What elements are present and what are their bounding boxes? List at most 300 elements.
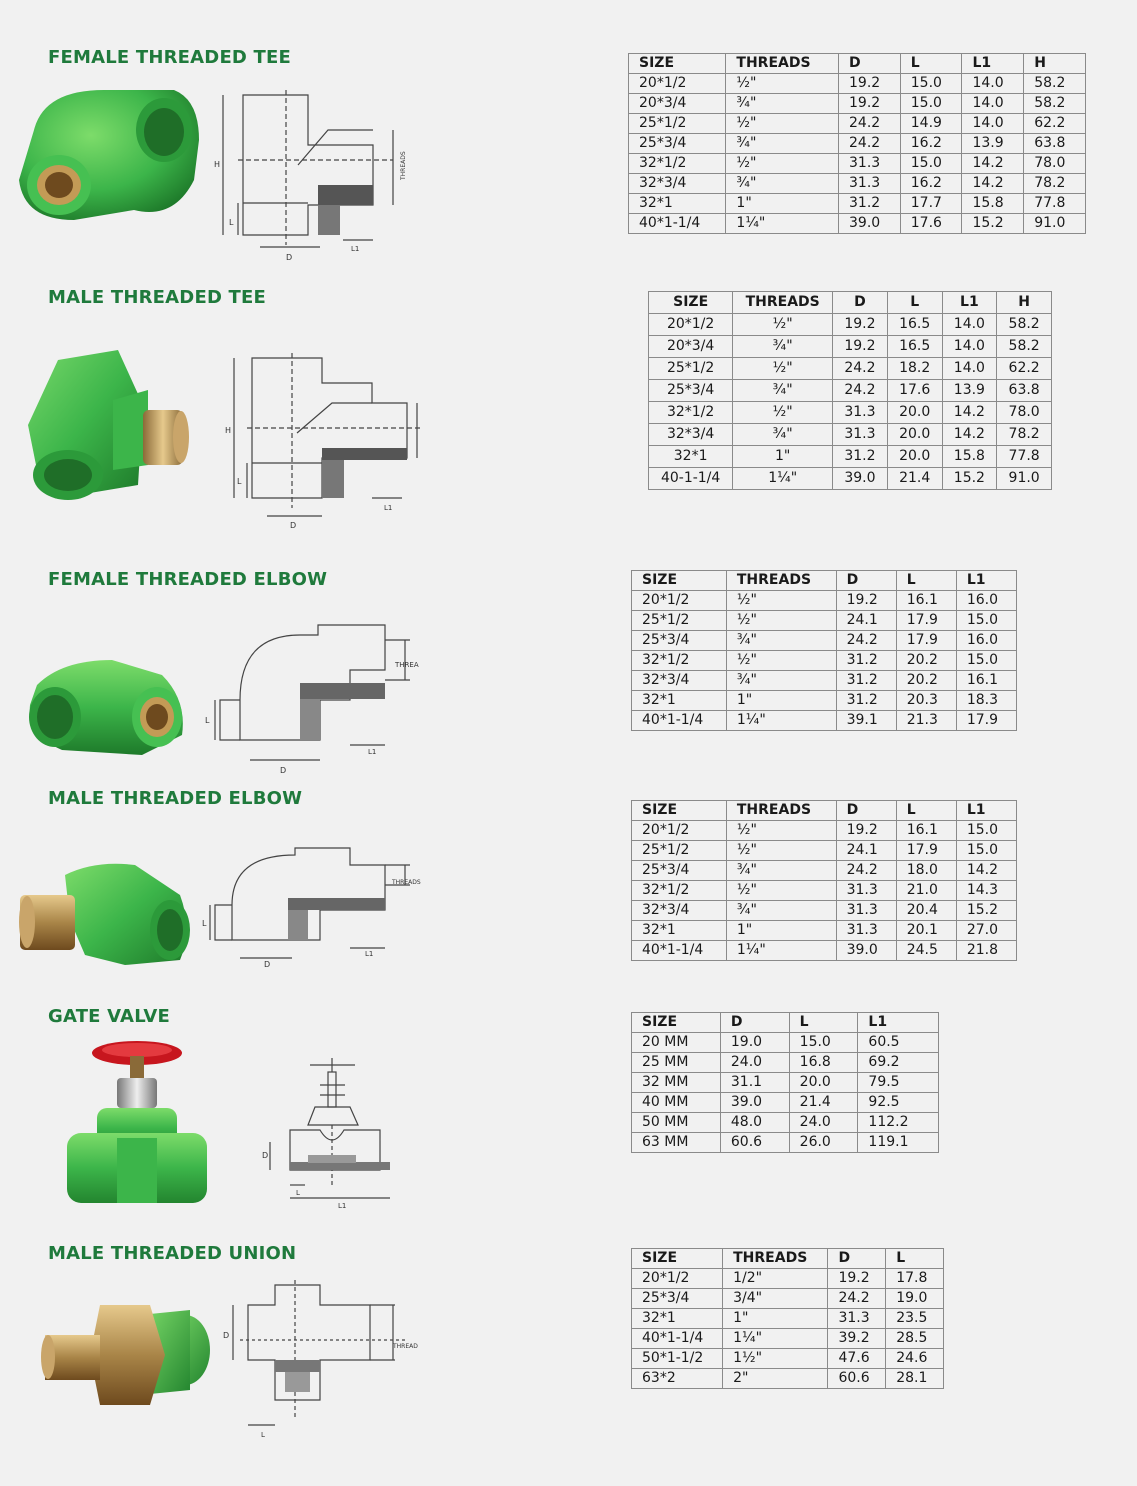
table-row <box>649 446 1052 468</box>
table-cell: 78.0 <box>1024 154 1086 174</box>
table-cell: 14.2 <box>956 861 1016 881</box>
table-cell: 20*3/4 <box>649 336 733 358</box>
col-header: THREADS <box>726 571 836 591</box>
table-cell: 63.8 <box>1024 134 1086 154</box>
col-header: L1 <box>956 571 1016 591</box>
table-cell: 25*3/4 <box>632 1289 723 1309</box>
table-cell: 1" <box>726 921 836 941</box>
table-cell: 14.2 <box>962 154 1024 174</box>
table-cell: 24.2 <box>836 861 896 881</box>
table-cell: 20.2 <box>896 651 956 671</box>
table-cell: 31.3 <box>828 1309 886 1329</box>
table-cell: 31.1 <box>720 1073 789 1093</box>
table-cell: 50 MM <box>632 1113 721 1133</box>
table-cell: 16.8 <box>789 1053 858 1073</box>
table-cell: 39.0 <box>833 468 888 490</box>
table-cell: 58.2 <box>1024 94 1086 114</box>
table-cell: 15.0 <box>956 651 1016 671</box>
table-row <box>649 314 1052 336</box>
table-row <box>632 691 1017 711</box>
table-cell: 32*1 <box>649 446 733 468</box>
table-cell: 25*3/4 <box>629 134 726 154</box>
table-cell: 31.2 <box>839 194 901 214</box>
table-cell: 60.5 <box>858 1033 939 1053</box>
table-cell: 20.2 <box>896 671 956 691</box>
male-threaded-union-drawing <box>215 1280 430 1440</box>
table-cell: 17.9 <box>896 611 956 631</box>
table-row <box>632 1033 939 1053</box>
table-cell: 3/4" <box>723 1289 828 1309</box>
table-cell: 14.2 <box>942 424 997 446</box>
table-header-row <box>632 1013 939 1033</box>
table-cell: 63.8 <box>997 380 1052 402</box>
table-cell: 27.0 <box>956 921 1016 941</box>
table-cell: 40*1-1/4 <box>632 711 727 731</box>
table-row <box>632 901 1017 921</box>
table-cell: 39.0 <box>836 941 896 961</box>
col-header: H <box>1024 54 1086 74</box>
table-row <box>632 1269 944 1289</box>
table-row <box>649 424 1052 446</box>
table-header-row <box>649 292 1052 314</box>
table-cell: 32*3/4 <box>629 174 726 194</box>
table-cell: ¾" <box>733 424 833 446</box>
female-threaded-tee-table <box>628 53 1086 234</box>
table-cell: 20.3 <box>896 691 956 711</box>
dim-h-label: H <box>225 426 232 435</box>
table-cell: 14.0 <box>942 336 997 358</box>
table-row <box>629 174 1086 194</box>
table-row <box>632 1093 939 1113</box>
table-cell: 18.2 <box>887 358 942 380</box>
table-cell: 15.0 <box>900 74 962 94</box>
table-cell: 14.0 <box>962 74 1024 94</box>
table-cell: 69.2 <box>858 1053 939 1073</box>
table-row <box>632 1073 939 1093</box>
table-row <box>629 114 1086 134</box>
table-cell: 19.2 <box>833 314 888 336</box>
table-cell: 25*3/4 <box>632 631 727 651</box>
table-row <box>632 1369 944 1389</box>
table-cell: 32*1/2 <box>632 651 727 671</box>
table-cell: 1¼" <box>726 214 839 234</box>
table-cell: 24.2 <box>836 631 896 651</box>
table-cell: 40 MM <box>632 1093 721 1113</box>
dim-l-label: L <box>237 477 242 486</box>
table-row <box>632 651 1017 671</box>
table-cell: ¾" <box>726 174 839 194</box>
col-header: THREADS <box>726 54 839 74</box>
dim-l1-label: L1 <box>384 504 393 512</box>
dim-l-label: L <box>202 919 207 928</box>
table-cell: 31.3 <box>833 402 888 424</box>
table-row <box>629 214 1086 234</box>
table-cell: 31.3 <box>836 881 896 901</box>
table-cell: 25*3/4 <box>632 861 727 881</box>
table-cell: 25 MM <box>632 1053 721 1073</box>
table-cell: 31.3 <box>836 921 896 941</box>
table-cell: 24.2 <box>833 380 888 402</box>
table-cell: 15.0 <box>900 154 962 174</box>
table-cell: 19.2 <box>828 1269 886 1289</box>
table-row <box>649 468 1052 490</box>
table-cell: 14.0 <box>942 314 997 336</box>
table-row <box>629 194 1086 214</box>
table-cell: 19.0 <box>886 1289 944 1309</box>
dim-d-label: D <box>264 960 271 969</box>
table-row <box>632 841 1017 861</box>
table-cell: 40-1-1/4 <box>649 468 733 490</box>
dim-d-label: D <box>290 521 297 530</box>
gate-valve-table <box>631 1012 939 1153</box>
table-cell: 15.0 <box>956 611 1016 631</box>
table-cell: 17.9 <box>896 841 956 861</box>
table-cell: 15.0 <box>900 94 962 114</box>
female-threaded-elbow-photo <box>22 655 192 760</box>
table-cell: ½" <box>726 591 836 611</box>
table-cell: 1" <box>723 1309 828 1329</box>
table-cell: 39.1 <box>836 711 896 731</box>
table-row <box>629 94 1086 114</box>
section-title-male-threaded-elbow: MALE THREADED ELBOW <box>48 788 303 809</box>
table-cell: 39.0 <box>720 1093 789 1113</box>
table-row <box>649 336 1052 358</box>
table-row <box>632 631 1017 651</box>
table-cell: 17.7 <box>900 194 962 214</box>
col-header: D <box>839 54 901 74</box>
male-threaded-tee-table <box>648 291 1052 490</box>
table-cell: ¾" <box>726 671 836 691</box>
table-cell: 15.2 <box>942 468 997 490</box>
dim-d-label: D <box>262 1151 269 1160</box>
table-cell: 24.0 <box>789 1113 858 1133</box>
table-body <box>632 1269 944 1389</box>
table-cell: 21.3 <box>896 711 956 731</box>
table-cell: 32*3/4 <box>649 424 733 446</box>
table-cell: 60.6 <box>828 1369 886 1389</box>
table-cell: 15.0 <box>789 1033 858 1053</box>
table-cell: 17.6 <box>900 214 962 234</box>
table-cell: 39.0 <box>839 214 901 234</box>
table-header-row <box>632 571 1017 591</box>
table-row <box>632 1053 939 1073</box>
table-cell: 24.1 <box>836 841 896 861</box>
table-cell: 19.2 <box>839 94 901 114</box>
col-header: SIZE <box>629 54 726 74</box>
dim-h-label: H <box>214 160 221 169</box>
dim-l1-label: L1 <box>351 245 360 253</box>
table-cell: 32*1 <box>632 1309 723 1329</box>
table-cell: 32*3/4 <box>632 901 727 921</box>
col-header: THREADS <box>733 292 833 314</box>
table-cell: ¾" <box>733 336 833 358</box>
dim-l1-label: L1 <box>338 1202 347 1210</box>
dim-l1-label: L1 <box>368 748 377 756</box>
table-cell: 32*1/2 <box>649 402 733 424</box>
table-cell: 19.2 <box>833 336 888 358</box>
table-cell: 78.0 <box>997 402 1052 424</box>
table-cell: 24.2 <box>828 1289 886 1309</box>
table-cell: 21.8 <box>956 941 1016 961</box>
table-cell: ½" <box>733 314 833 336</box>
table-body <box>632 1033 939 1153</box>
table-cell: 24.5 <box>896 941 956 961</box>
table-cell: 19.2 <box>836 821 896 841</box>
table-cell: 21.4 <box>887 468 942 490</box>
table-row <box>632 941 1017 961</box>
table-cell: 91.0 <box>1024 214 1086 234</box>
table-cell: 58.2 <box>997 336 1052 358</box>
table-cell: 16.2 <box>900 174 962 194</box>
table-header-row <box>632 801 1017 821</box>
table-cell: 60.6 <box>720 1133 789 1153</box>
table-cell: 32*1 <box>629 194 726 214</box>
table-cell: 31.3 <box>833 424 888 446</box>
table-cell: ½" <box>726 611 836 631</box>
table-cell: 20.0 <box>887 402 942 424</box>
col-header: D <box>836 571 896 591</box>
dim-threads-label: THREA <box>395 661 419 669</box>
table-body <box>649 314 1052 490</box>
female-threaded-tee-photo <box>14 70 204 230</box>
table-row <box>632 821 1017 841</box>
table-cell: 16.5 <box>887 314 942 336</box>
table-cell: 16.5 <box>887 336 942 358</box>
table-cell: 1¼" <box>726 711 836 731</box>
table-cell: ½" <box>726 114 839 134</box>
table-cell: 1" <box>733 446 833 468</box>
table-cell: 16.0 <box>956 631 1016 651</box>
col-header: L1 <box>956 801 1016 821</box>
table-cell: 119.1 <box>858 1133 939 1153</box>
table-cell: 25*3/4 <box>649 380 733 402</box>
table-cell: 1/2" <box>723 1269 828 1289</box>
table-row <box>632 1309 944 1329</box>
dim-d-label: D <box>280 766 287 775</box>
table-cell: 20.4 <box>896 901 956 921</box>
table-cell: 31.2 <box>836 691 896 711</box>
table-cell: 91.0 <box>997 468 1052 490</box>
table-cell: 14.2 <box>942 402 997 424</box>
table-cell: 58.2 <box>1024 74 1086 94</box>
table-cell: 32 MM <box>632 1073 721 1093</box>
male-threaded-elbow-photo <box>15 860 195 970</box>
table-row <box>649 358 1052 380</box>
table-cell: 20 MM <box>632 1033 721 1053</box>
section-title-female-threaded-tee: FEMALE THREADED TEE <box>48 47 292 68</box>
table-cell: 1¼" <box>733 468 833 490</box>
col-header: L <box>789 1013 858 1033</box>
table-cell: 26.0 <box>789 1133 858 1153</box>
table-cell: 28.1 <box>886 1369 944 1389</box>
table-cell: 20*1/2 <box>632 821 727 841</box>
table-cell: 15.0 <box>956 841 1016 861</box>
table-cell: 1¼" <box>723 1329 828 1349</box>
table-cell: 20*1/2 <box>649 314 733 336</box>
dim-d-label: D <box>286 253 293 262</box>
table-cell: 77.8 <box>1024 194 1086 214</box>
col-header: SIZE <box>632 1249 723 1269</box>
table-cell: ¾" <box>726 861 836 881</box>
section-title-gate-valve: GATE VALVE <box>48 1006 171 1027</box>
col-header: H <box>997 292 1052 314</box>
table-row <box>649 402 1052 424</box>
table-cell: 14.0 <box>942 358 997 380</box>
section-title-male-threaded-tee: MALE THREADED TEE <box>48 287 267 308</box>
table-cell: 18.3 <box>956 691 1016 711</box>
table-body <box>629 74 1086 234</box>
table-header-row <box>632 1249 944 1269</box>
table-cell: ¾" <box>726 631 836 651</box>
table-cell: 13.9 <box>962 134 1024 154</box>
col-header: THREADS <box>723 1249 828 1269</box>
dim-threads-label: THREADS <box>392 879 421 886</box>
dim-threads-label: THREAD <box>393 1343 418 1350</box>
table-cell: 24.2 <box>839 114 901 134</box>
table-cell: 16.0 <box>956 591 1016 611</box>
col-header: L <box>886 1249 944 1269</box>
table-cell: 19.2 <box>836 591 896 611</box>
table-row <box>632 591 1017 611</box>
table-cell: 1½" <box>723 1349 828 1369</box>
col-header: L1 <box>962 54 1024 74</box>
table-cell: 1¼" <box>726 941 836 961</box>
table-cell: 17.6 <box>887 380 942 402</box>
table-cell: ½" <box>726 74 839 94</box>
table-row <box>629 74 1086 94</box>
table-cell: ¾" <box>733 380 833 402</box>
table-cell: 19.0 <box>720 1033 789 1053</box>
table-cell: 15.2 <box>956 901 1016 921</box>
table-cell: 1" <box>726 691 836 711</box>
section-title-female-threaded-elbow: FEMALE THREADED ELBOW <box>48 569 328 590</box>
table-row <box>632 1349 944 1369</box>
table-cell: 25*1/2 <box>632 611 727 631</box>
table-row <box>632 1289 944 1309</box>
table-cell: 47.6 <box>828 1349 886 1369</box>
table-cell: 31.2 <box>836 671 896 691</box>
table-cell: 78.2 <box>1024 174 1086 194</box>
table-row <box>632 611 1017 631</box>
dim-l-label: L <box>296 1189 300 1197</box>
table-cell: 31.3 <box>839 174 901 194</box>
table-cell: 24.6 <box>886 1349 944 1369</box>
table-cell: 25*1/2 <box>629 114 726 134</box>
table-cell: 20.0 <box>789 1073 858 1093</box>
male-threaded-union-photo <box>40 1300 215 1415</box>
table-cell: 50*1-1/2 <box>632 1349 723 1369</box>
table-cell: 32*3/4 <box>632 671 727 691</box>
col-header: D <box>833 292 888 314</box>
table-cell: ½" <box>726 154 839 174</box>
table-cell: 1" <box>726 194 839 214</box>
col-header: L <box>896 801 956 821</box>
table-cell: 40*1-1/4 <box>629 214 726 234</box>
table-row <box>629 134 1086 154</box>
male-threaded-elbow-drawing <box>200 840 430 970</box>
table-cell: 17.9 <box>896 631 956 651</box>
table-cell: 32*1/2 <box>632 881 727 901</box>
table-cell: 92.5 <box>858 1093 939 1113</box>
table-cell: 31.3 <box>836 901 896 921</box>
table-cell: 16.1 <box>896 591 956 611</box>
table-cell: 15.0 <box>956 821 1016 841</box>
table-cell: 15.8 <box>962 194 1024 214</box>
table-cell: 21.4 <box>789 1093 858 1113</box>
table-cell: 20*1/2 <box>632 1269 723 1289</box>
table-cell: 31.3 <box>839 154 901 174</box>
table-cell: 16.1 <box>896 821 956 841</box>
female-threaded-elbow-table <box>631 570 1017 731</box>
male-threaded-tee-photo <box>18 345 198 510</box>
table-cell: ¾" <box>726 134 839 154</box>
table-row <box>632 671 1017 691</box>
gate-valve-drawing <box>260 1050 410 1210</box>
table-cell: ½" <box>726 881 836 901</box>
dim-l-label: L <box>229 218 234 227</box>
col-header: L <box>887 292 942 314</box>
section-title-male-threaded-union: MALE THREADED UNION <box>48 1243 297 1264</box>
table-cell: 40*1-1/4 <box>632 941 727 961</box>
dim-l1-label: L1 <box>365 950 374 958</box>
male-threaded-union-table <box>631 1248 944 1389</box>
dim-l-label: L <box>261 1431 265 1439</box>
table-cell: 14.9 <box>900 114 962 134</box>
col-header: L <box>900 54 962 74</box>
table-cell: 19.2 <box>839 74 901 94</box>
dim-d-label: D <box>223 1331 230 1340</box>
col-header: SIZE <box>632 801 727 821</box>
col-header: SIZE <box>632 1013 721 1033</box>
table-cell: 40*1-1/4 <box>632 1329 723 1349</box>
male-threaded-tee-drawing <box>222 348 437 530</box>
col-header: THREADS <box>726 801 836 821</box>
table-cell: 15.2 <box>962 214 1024 234</box>
table-cell: 14.0 <box>962 94 1024 114</box>
table-cell: 24.2 <box>839 134 901 154</box>
table-row <box>632 1329 944 1349</box>
table-cell: ½" <box>726 821 836 841</box>
table-cell: ¾" <box>726 901 836 921</box>
table-cell: 32*1/2 <box>629 154 726 174</box>
table-row <box>632 711 1017 731</box>
table-row <box>632 921 1017 941</box>
table-cell: 28.5 <box>886 1329 944 1349</box>
dim-threads-label: THREADS <box>400 151 407 180</box>
col-header: L <box>896 571 956 591</box>
table-cell: ¾" <box>726 94 839 114</box>
female-threaded-elbow-drawing <box>200 620 430 780</box>
table-cell: 24.2 <box>833 358 888 380</box>
col-header: D <box>828 1249 886 1269</box>
table-cell: ½" <box>726 651 836 671</box>
table-cell: 24.1 <box>836 611 896 631</box>
table-cell: 20.1 <box>896 921 956 941</box>
col-header: D <box>720 1013 789 1033</box>
table-cell: 78.2 <box>997 424 1052 446</box>
table-header-row <box>629 54 1086 74</box>
table-cell: 20.0 <box>887 424 942 446</box>
col-header: L1 <box>942 292 997 314</box>
table-cell: 15.8 <box>942 446 997 468</box>
col-header: D <box>836 801 896 821</box>
table-cell: 31.2 <box>836 651 896 671</box>
table-row <box>649 380 1052 402</box>
table-cell: 18.0 <box>896 861 956 881</box>
table-cell: 63*2 <box>632 1369 723 1389</box>
table-cell: 112.2 <box>858 1113 939 1133</box>
table-cell: 17.8 <box>886 1269 944 1289</box>
